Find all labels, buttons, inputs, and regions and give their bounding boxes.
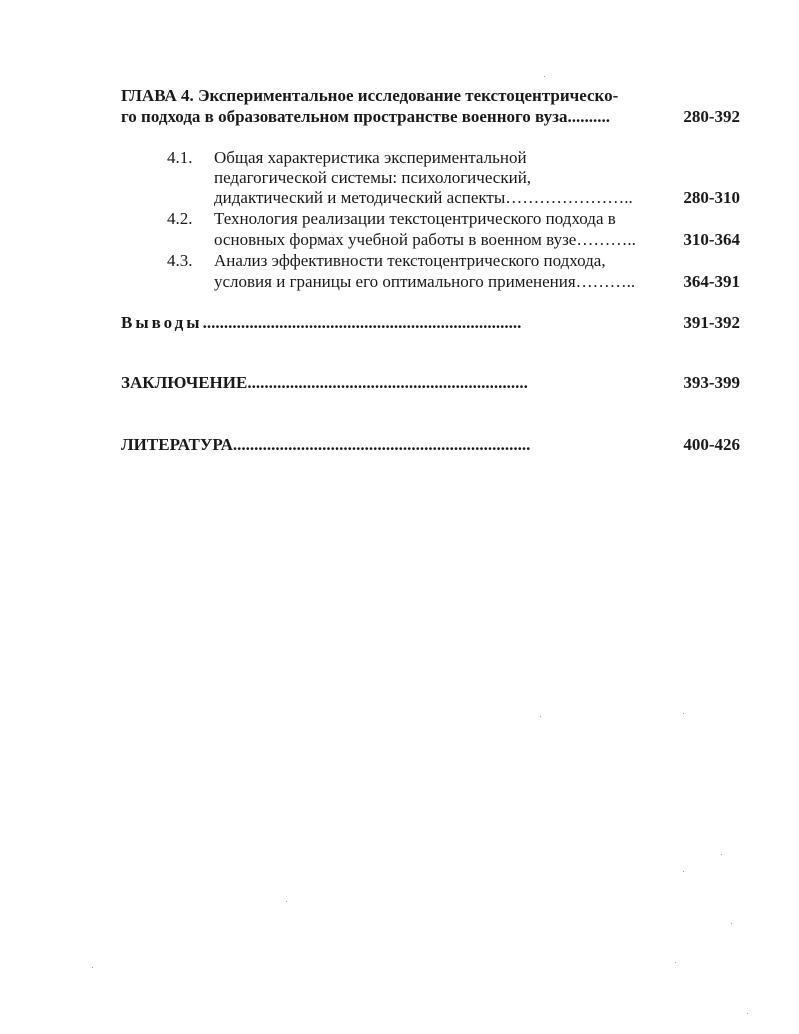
scan-speck — [731, 923, 732, 924]
references-label: ЛИТЕРАТУРА — [121, 435, 233, 454]
scan-speck — [683, 713, 684, 714]
conclusions-leader-dots: ........................................................................... — [202, 313, 522, 332]
chapter-4-pages: 280-392 — [683, 107, 740, 126]
conclusions-entry — [121, 313, 657, 333]
references-leader-dots: ...................................................................... — [232, 435, 531, 454]
final-pages: 393-399 — [683, 373, 740, 392]
scan-speck — [540, 716, 541, 717]
scan-speck — [747, 1013, 748, 1014]
section-4-1-line-2: педагогической системы: психологический, — [214, 168, 532, 187]
scan-speck — [92, 967, 93, 968]
section-4-1-line-3: дидактический и методический аспекты………………….. — [214, 188, 633, 207]
conclusions-pages: 391-392 — [683, 313, 740, 332]
section-4-3-line-1: Анализ эффективности текстоцентрического подхода, — [214, 251, 606, 270]
section-4-3-line-2: условия и границы его оптимального применения……….. — [214, 272, 636, 291]
final-entry — [121, 373, 664, 393]
references-entry — [121, 435, 666, 455]
section-4-1-pages: 280-310 — [683, 188, 740, 207]
final-leader-dots: .................................................................. — [247, 373, 528, 392]
section-4-2-line-2: основных формах учебной работы в военном вузе……….. — [214, 230, 636, 249]
conclusions-label: Выводы — [121, 313, 203, 332]
scan-speck — [675, 962, 676, 963]
scan-speck — [721, 854, 722, 855]
scan-speck — [683, 871, 684, 872]
section-4-2-line-1: Технология реализации текстоцентрического подхода в — [214, 209, 616, 228]
section-4-1-line-1: Общая характеристика экспериментальной — [214, 148, 527, 167]
scan-speck — [286, 901, 287, 902]
scan-speck — [544, 76, 545, 77]
references-pages: 400-426 — [683, 435, 740, 454]
final-label: ЗАКЛЮЧЕНИЕ — [121, 373, 248, 392]
chapter-4-title-line-2: го подхода в образовательном пространстве военного вуза.......... — [121, 107, 610, 126]
section-4-2-number: 4.2. — [167, 209, 193, 228]
section-4-3-pages: 364-391 — [683, 272, 740, 291]
chapter-4-title-line-1: ГЛАВА 4. Экспериментальное исследование текстоцентрическо- — [121, 86, 619, 105]
section-4-2-pages: 310-364 — [683, 230, 740, 249]
section-4-3-number: 4.3. — [167, 251, 193, 270]
section-4-1-number: 4.1. — [167, 148, 193, 167]
